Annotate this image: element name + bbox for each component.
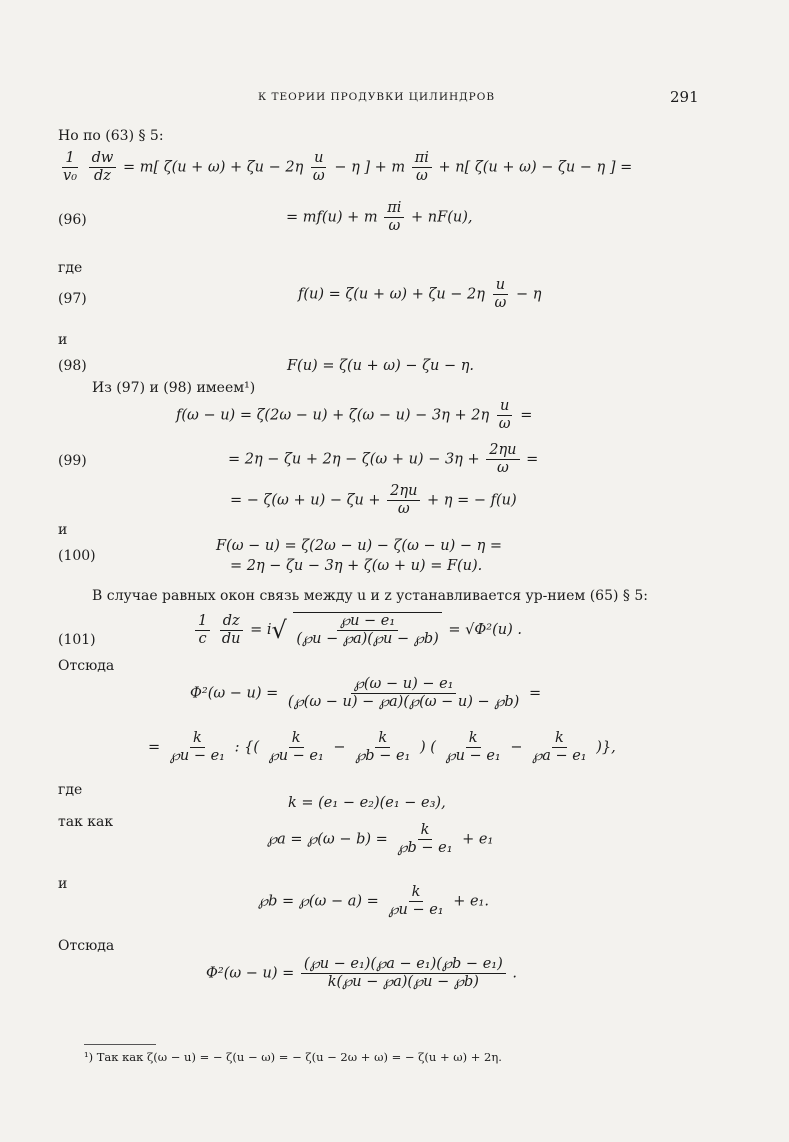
eq99-line1: f(ω − u) = ζ(2ω − u) + ζ(ω − u) − 3η + 2η $\frac{u}{\omega}$ = bbox=[176, 398, 533, 432]
phi-line1: Φ²(ω − u) = $\frac{\text{℘(ω − u) − e₁}}{(℘(\omega - u) - ℘a)(℘(\omega - u) - ℘b)}$ = bbox=[190, 676, 542, 710]
equation-label: (98) bbox=[58, 358, 87, 374]
equation-label: (99) bbox=[58, 453, 87, 469]
pa-expression: ℘a = ℘(ω − b) = $\frac{k}{\text{℘b − e₁}}$ + e₁ bbox=[267, 822, 494, 856]
word-i: и bbox=[58, 332, 68, 348]
fraction: $\frac{u}{\omega}$ bbox=[494, 277, 507, 311]
word-i: и bbox=[58, 522, 68, 538]
fraction: $\frac{k}{\text{℘u − e₁}}$ bbox=[445, 730, 501, 764]
k-definition: k = (e₁ − e₂)(e₁ − e₃), bbox=[288, 795, 446, 811]
page-number: 291 bbox=[670, 88, 699, 106]
phi-line2: = $\frac{k}{\text{℘u − e₁}}$ : {( $\frac{k}{\text{℘u − e₁}}$ − $\frac{k}{\text{℘b − e₁}}$ ) ( $\frac{k}{\text{℘u − e₁}}$ − $\frac{k}{\text{℘a − e₁}}$ )}, bbox=[148, 730, 616, 764]
fraction: $\frac{dw}{dz}$ bbox=[89, 150, 117, 185]
fraction: $\frac{dz}{du}$ bbox=[219, 613, 244, 648]
eq99-line2: = 2η − ζu + 2η − ζ(ω + u) − 3η + $\frac{2\eta u}{\omega}$ = bbox=[228, 442, 539, 476]
fraction: $\frac{k}{\text{℘u − e₁}}$ bbox=[388, 884, 444, 918]
fraction: $\frac{u}{\omega}$ bbox=[312, 150, 325, 184]
fraction: $\frac{k}{\text{℘u − e₁}}$ bbox=[169, 730, 225, 764]
equation-label: (100) bbox=[58, 548, 96, 564]
phi2-expression: Φ²(ω − u) = $\frac{\text{(℘u − e₁)(℘a − e₁)(℘b − e₁)}}{k(℘u - ℘a)(℘u - ℘b)}$ . bbox=[206, 956, 517, 990]
eq99-line3: = − ζ(ω + u) − ζu + $\frac{2\eta u}{\omega}$ + η = − f(u) bbox=[230, 483, 517, 517]
word-otsyuda: Отсюда bbox=[58, 658, 115, 674]
fraction: $\frac{2\eta u}{\omega}$ bbox=[387, 483, 420, 518]
fraction: $\frac{\text{℘(ω − u) − e₁}}{(℘(\omega - u) - ℘a)(℘(\omega - u) - ℘b)}$ bbox=[287, 676, 520, 710]
word-gde: где bbox=[58, 782, 83, 798]
footnote-rule bbox=[84, 1044, 156, 1045]
word-tak-kak: так как bbox=[58, 814, 114, 830]
fraction: $\frac{\pi i}{\omega}$ bbox=[384, 200, 404, 235]
paragraph-text: В случае равных окон связь между u и z устанавливается ур-нием (65) § 5: bbox=[92, 588, 648, 604]
running-title: К ТЕОРИИ ПРОДУВКИ ЦИЛИНДРОВ bbox=[258, 91, 496, 103]
eq96-line2: = mf(u) + m $\frac{\pi i}{\omega}$ + nF(u), bbox=[286, 200, 473, 234]
eq96-expression: $\frac{1}{\text{v₀}}$ $\frac{dw}{dz}$ = m[ ζ(u + ω) + ζu − 2η $\frac{u}{\omega}$ − η ] + m $\frac{\pi i}{\omega}$ + n[ ζ(u + ω) − ζu − η ] = bbox=[58, 150, 632, 185]
equation-label: (101) bbox=[58, 632, 96, 648]
word-gde: где bbox=[58, 260, 83, 276]
fraction: $\frac{1}{c}$ bbox=[195, 613, 210, 648]
word-otsyuda: Отсюда bbox=[58, 938, 115, 954]
eq97-expression: f(u) = ζ(u + ω) + ζu − 2η $\frac{u}{\omega}$ − η bbox=[298, 277, 542, 311]
fraction: $\frac{2\eta u}{\omega}$ bbox=[486, 442, 519, 477]
fraction: $\frac{k}{\text{℘a − e₁}}$ bbox=[532, 730, 587, 764]
fraction: $\frac{\pi i}{\omega}$ bbox=[412, 150, 432, 185]
eq100-line1: F(ω − u) = ζ(2ω − u) − ζ(ω − u) − η = bbox=[216, 538, 503, 554]
fraction: $\frac{u}{\omega}$ bbox=[498, 398, 511, 432]
fraction: $\frac{k}{\text{℘b − e₁}}$ bbox=[355, 730, 411, 764]
fraction: $\frac{\text{(℘u − e₁)(℘a − e₁)(℘b − e₁)}}{k(℘u - ℘a)(℘u - ℘b)}$ bbox=[301, 956, 506, 991]
eq98-expression: F(u) = ζ(u + ω) − ζu − η. bbox=[287, 358, 475, 374]
fraction: $\frac{k}{\text{℘b − e₁}}$ bbox=[397, 822, 453, 856]
fraction: $\frac{k}{\text{℘u − e₁}}$ bbox=[268, 730, 324, 764]
fraction: $\frac{1}{\text{v₀}}$ bbox=[63, 150, 78, 184]
pb-expression: ℘b = ℘(ω − a) = $\frac{k}{\text{℘u − e₁}}$ + e₁. bbox=[258, 884, 489, 918]
word-i: и bbox=[58, 876, 68, 892]
intro-text: Но по (63) § 5: bbox=[58, 128, 164, 144]
eq101-expression: $\frac{1}{c}$ $\frac{dz}{du}$ = i√ $\frac{\text{℘u − e₁}}{(℘u - ℘a)(℘u - ℘b)}$ = √Φ²(u) . bbox=[193, 612, 522, 648]
footnote: ¹) Так как ζ(ω − u) = − ζ(u − ω) = − ζ(u − 2ω + ω) = − ζ(u + ω) + 2η. bbox=[84, 1050, 502, 1064]
equation-label: (96) bbox=[58, 212, 87, 228]
fraction: $\frac{\text{℘u − e₁}}{(℘u - ℘a)(℘u - ℘b)}$ bbox=[293, 612, 441, 648]
paragraph-text: Из (97) и (98) имеем¹) bbox=[92, 380, 256, 396]
page-header bbox=[0, 88, 789, 108]
equation-label: (97) bbox=[58, 291, 87, 307]
eq100-line2: = 2η − ζu − 3η + ζ(ω + u) = F(u). bbox=[230, 558, 483, 574]
